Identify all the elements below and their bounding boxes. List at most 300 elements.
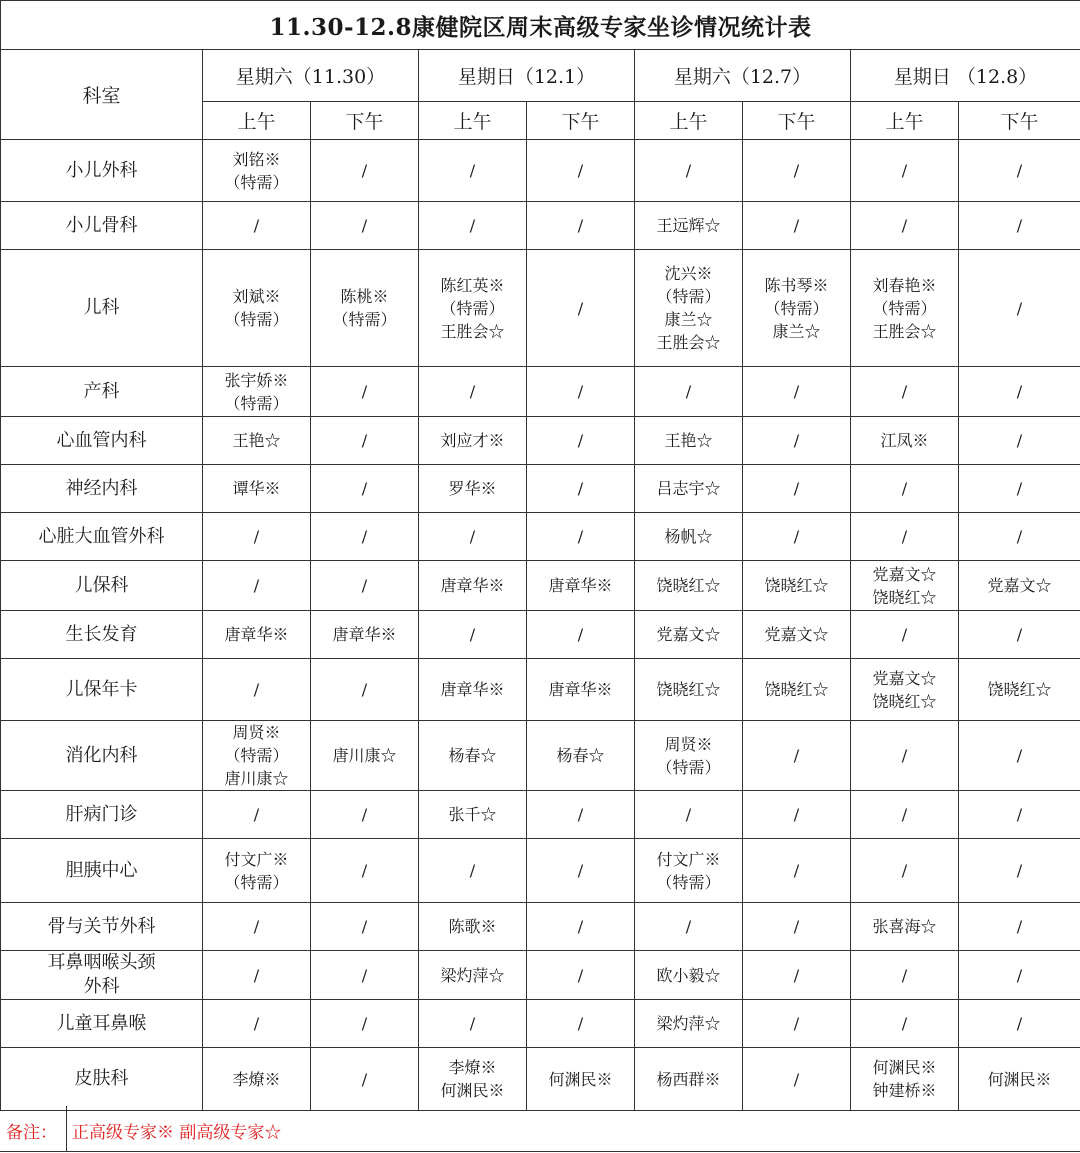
note-divider xyxy=(66,1106,67,1152)
schedule-cell xyxy=(527,721,635,791)
table-row xyxy=(1,951,1080,1000)
doctor-entry: 钟建桥※ xyxy=(872,1081,937,1100)
am-header: 上午 xyxy=(635,102,743,140)
schedule-cell xyxy=(635,250,743,367)
doctor-entry: 周贤※ xyxy=(664,734,713,754)
doctor-entry: 付文广※ xyxy=(656,849,721,869)
doctor-entry: 何渊民※ xyxy=(548,1069,613,1089)
table-row xyxy=(1,513,1080,561)
doctor-entry: 王远辉☆ xyxy=(656,216,721,235)
doctor-entry: （特需） xyxy=(656,287,721,306)
dept-name xyxy=(1,659,203,721)
no-clinic-mark: / xyxy=(577,431,584,450)
schedule-cell xyxy=(419,250,527,367)
schedule-cell xyxy=(203,561,311,611)
schedule-cell xyxy=(527,1048,635,1111)
schedule-cell xyxy=(203,250,311,367)
schedule-cell xyxy=(527,202,635,250)
table-row xyxy=(1,250,1080,367)
schedule-cell xyxy=(311,1000,419,1048)
schedule-cell xyxy=(743,659,851,721)
no-clinic-mark: / xyxy=(361,1014,368,1033)
doctor-entry: （特需） xyxy=(656,757,721,777)
pm-header: 下午 xyxy=(527,102,635,140)
doctor-entry: （特需） xyxy=(872,298,937,318)
doctor-entry: 罗华※ xyxy=(448,479,497,498)
schedule-cell xyxy=(959,513,1080,561)
schedule-cell xyxy=(203,839,311,903)
table-row xyxy=(1,367,1080,417)
table-row xyxy=(1,791,1080,839)
schedule-cell xyxy=(959,1048,1080,1111)
doctor-entry: （特需） xyxy=(224,172,289,192)
doctor-entry: （特需） xyxy=(224,746,289,765)
no-clinic-mark: / xyxy=(469,861,476,880)
no-clinic-mark: / xyxy=(1016,965,1023,985)
no-clinic-mark: / xyxy=(1016,298,1023,318)
schedule-cell xyxy=(311,417,419,465)
schedule-cell xyxy=(635,791,743,839)
dept-name xyxy=(1,1000,203,1048)
dept-name-line: 小儿骨科 xyxy=(65,214,138,236)
am-header: 上午 xyxy=(203,102,311,140)
table-row xyxy=(1,839,1080,903)
no-clinic-mark: / xyxy=(361,805,368,824)
schedule-cell xyxy=(743,417,851,465)
schedule-cell xyxy=(743,839,851,903)
schedule-cell xyxy=(203,367,311,417)
doctor-entry: 党嘉文☆ xyxy=(764,625,829,644)
dept-name-line: 耳鼻咽喉头颈 xyxy=(47,952,156,973)
schedule-cell xyxy=(419,561,527,611)
am-header: 上午 xyxy=(851,102,959,140)
schedule-cell xyxy=(203,202,311,250)
schedule-cell xyxy=(635,561,743,611)
table-row xyxy=(1,140,1080,202)
doctor-entry: 何渊民※ xyxy=(987,1069,1052,1089)
no-clinic-mark: / xyxy=(361,680,368,699)
no-clinic-mark: / xyxy=(793,1014,800,1033)
doctor-entry: （特需） xyxy=(224,393,289,413)
doctor-entry: 陈红英※ xyxy=(440,275,505,295)
no-clinic-mark: / xyxy=(901,625,908,644)
doctor-entry: 党嘉文☆ xyxy=(872,668,937,688)
dept-name xyxy=(1,903,203,951)
no-clinic-mark: / xyxy=(685,917,692,936)
doctor-entry: 饶晓红☆ xyxy=(764,576,829,595)
no-clinic-mark: / xyxy=(1016,479,1023,498)
no-clinic-mark: / xyxy=(577,298,584,318)
no-clinic-mark: / xyxy=(685,161,692,180)
schedule-cell xyxy=(635,1048,743,1111)
schedule-cell xyxy=(527,791,635,839)
dept-name-line: 产科 xyxy=(83,380,120,402)
schedule-cell xyxy=(527,250,635,367)
no-clinic-mark: / xyxy=(361,861,368,880)
schedule-cell xyxy=(311,951,419,1000)
pm-header: 下午 xyxy=(311,102,419,140)
doctor-entry: 吕志宇☆ xyxy=(656,479,721,498)
pm-header: 下午 xyxy=(743,102,851,140)
no-clinic-mark: / xyxy=(901,479,908,498)
doctor-entry: （特需） xyxy=(224,872,289,892)
schedule-cell xyxy=(203,513,311,561)
schedule-cell xyxy=(419,791,527,839)
no-clinic-mark: / xyxy=(1016,161,1023,180)
schedule-cell xyxy=(959,140,1080,202)
schedule-cell xyxy=(311,561,419,611)
schedule-cell xyxy=(419,611,527,659)
schedule-cell xyxy=(311,791,419,839)
schedule-cell xyxy=(635,367,743,417)
schedule-cell xyxy=(959,202,1080,250)
dept-name-line: 心脏大血管外科 xyxy=(38,525,165,547)
no-clinic-mark: / xyxy=(469,216,476,235)
dept-name-line: 心血管内科 xyxy=(56,429,147,451)
schedule-cell xyxy=(851,839,959,903)
schedule-cell xyxy=(527,1000,635,1048)
schedule-cell xyxy=(851,721,959,791)
schedule-cell xyxy=(959,903,1080,951)
schedule-cell xyxy=(851,1048,959,1111)
doctor-entry: 王胜会☆ xyxy=(872,321,937,341)
doctor-entry: 谭华※ xyxy=(232,479,281,498)
doctor-entry: 饶晓红☆ xyxy=(872,691,937,711)
doctor-entry: 何渊民※ xyxy=(440,1081,505,1100)
schedule-cell xyxy=(419,903,527,951)
no-clinic-mark: / xyxy=(577,625,584,644)
schedule-cell xyxy=(743,140,851,202)
no-clinic-mark: / xyxy=(253,527,260,546)
dept-name-line: 神经内科 xyxy=(65,477,138,499)
schedule-cell xyxy=(419,721,527,791)
table-row xyxy=(1,659,1080,721)
no-clinic-mark: / xyxy=(901,965,908,985)
no-clinic-mark: / xyxy=(577,1014,584,1033)
doctor-entry: 李燎※ xyxy=(232,1069,281,1089)
schedule-cell xyxy=(959,465,1080,513)
schedule-cell xyxy=(203,611,311,659)
no-clinic-mark: / xyxy=(1016,431,1023,450)
no-clinic-mark: / xyxy=(361,917,368,936)
schedule-cell xyxy=(851,1000,959,1048)
day-header-sun-128: 星期日 （12.8） xyxy=(851,50,1080,102)
doctor-entry: 江凤※ xyxy=(880,431,929,450)
no-clinic-mark: / xyxy=(577,479,584,498)
schedule-cell xyxy=(851,611,959,659)
dept-name-line: 胆胰中心 xyxy=(65,859,138,881)
schedule-cell xyxy=(203,721,311,791)
schedule-cell xyxy=(959,791,1080,839)
schedule-cell xyxy=(311,513,419,561)
no-clinic-mark: / xyxy=(253,965,260,985)
schedule-cell xyxy=(743,611,851,659)
doctor-entry: （特需） xyxy=(656,872,721,892)
dept-name-line: 外科 xyxy=(83,976,120,997)
schedule-cell xyxy=(743,513,851,561)
dept-name xyxy=(1,250,203,367)
table-row xyxy=(1,465,1080,513)
schedule-cell xyxy=(743,791,851,839)
doctor-entry: 刘斌※ xyxy=(232,287,281,306)
schedule-cell xyxy=(419,465,527,513)
schedule-cell xyxy=(635,721,743,791)
doctor-entry: 刘铭※ xyxy=(232,149,281,169)
no-clinic-mark: / xyxy=(901,216,908,235)
no-clinic-mark: / xyxy=(793,382,800,401)
schedule-cell xyxy=(959,721,1080,791)
schedule-cell xyxy=(527,513,635,561)
no-clinic-mark: / xyxy=(361,576,368,595)
schedule-cell xyxy=(635,1000,743,1048)
doctor-entry: 陈桃※ xyxy=(340,287,389,306)
no-clinic-mark: / xyxy=(793,216,800,235)
dept-name xyxy=(1,721,203,791)
schedule-cell xyxy=(851,417,959,465)
schedule-cell xyxy=(419,659,527,721)
dept-name-line: 生长发育 xyxy=(65,623,138,645)
schedule-cell xyxy=(851,513,959,561)
no-clinic-mark: / xyxy=(469,527,476,546)
schedule-cell xyxy=(203,903,311,951)
schedule-cell xyxy=(959,367,1080,417)
no-clinic-mark: / xyxy=(793,1069,800,1089)
no-clinic-mark: / xyxy=(577,382,584,401)
dept-name-line: 儿保年卡 xyxy=(65,678,138,700)
schedule-cell xyxy=(419,367,527,417)
pm-header: 下午 xyxy=(959,102,1080,140)
page-title: 11.30-12.8康健院区周末高级专家坐诊情况统计表 xyxy=(1,1,1080,50)
dept-name xyxy=(1,202,203,250)
doctor-entry: （特需） xyxy=(332,310,397,329)
no-clinic-mark: / xyxy=(901,805,908,824)
no-clinic-mark: / xyxy=(577,161,584,180)
doctor-entry: 唐章华※ xyxy=(548,576,613,595)
schedule-cell xyxy=(743,1048,851,1111)
doctor-entry: 何渊民※ xyxy=(872,1058,937,1077)
schedule-cell xyxy=(203,140,311,202)
dept-name xyxy=(1,839,203,903)
schedule-cell xyxy=(203,659,311,721)
doctor-entry: 唐章华※ xyxy=(548,680,613,699)
doctor-entry: 陈书琴※ xyxy=(764,275,829,295)
dept-name xyxy=(1,791,203,839)
schedule-cell xyxy=(743,250,851,367)
no-clinic-mark: / xyxy=(901,527,908,546)
dept-name-line: 儿科 xyxy=(83,297,120,318)
doctor-entry: 唐章华※ xyxy=(224,625,289,644)
doctor-entry: 刘应才※ xyxy=(440,431,505,450)
schedule-cell xyxy=(419,839,527,903)
doctor-entry: 刘春艳※ xyxy=(872,275,937,295)
schedule-cell xyxy=(635,140,743,202)
no-clinic-mark: / xyxy=(253,805,260,824)
no-clinic-mark: / xyxy=(361,216,368,235)
no-clinic-mark: / xyxy=(577,861,584,880)
schedule-cell xyxy=(311,903,419,951)
dept-name xyxy=(1,611,203,659)
table-row xyxy=(1,417,1080,465)
schedule-cell xyxy=(311,465,419,513)
note-text: 正高级专家※ 副高级专家☆ xyxy=(72,1123,282,1143)
no-clinic-mark: / xyxy=(793,527,800,546)
no-clinic-mark: / xyxy=(253,680,260,699)
dept-name-line: 儿童耳鼻喉 xyxy=(56,1012,147,1034)
no-clinic-mark: / xyxy=(901,161,908,180)
no-clinic-mark: / xyxy=(469,382,476,401)
schedule-cell xyxy=(419,202,527,250)
schedule-cell xyxy=(959,1000,1080,1048)
schedule-cell xyxy=(959,951,1080,1000)
schedule-cell xyxy=(527,367,635,417)
schedule-cell xyxy=(203,465,311,513)
no-clinic-mark: / xyxy=(1016,527,1023,546)
schedule-cell xyxy=(311,202,419,250)
doctor-entry: 饶晓红☆ xyxy=(764,680,829,699)
doctor-entry: 张喜海☆ xyxy=(872,917,937,936)
doctor-entry: 唐川康☆ xyxy=(224,769,289,788)
schedule-cell xyxy=(419,417,527,465)
schedule-cell xyxy=(419,140,527,202)
no-clinic-mark: / xyxy=(685,382,692,401)
no-clinic-mark: / xyxy=(1016,625,1023,644)
schedule-cell xyxy=(311,250,419,367)
schedule-cell xyxy=(851,791,959,839)
schedule-cell xyxy=(851,561,959,611)
schedule-cell xyxy=(959,250,1080,367)
doctor-entry: 王艳☆ xyxy=(664,431,713,450)
doctor-entry: 饶晓红☆ xyxy=(656,680,721,699)
schedule-cell xyxy=(311,721,419,791)
schedule-cell xyxy=(851,367,959,417)
dept-name xyxy=(1,140,203,202)
no-clinic-mark: / xyxy=(901,1014,908,1033)
doctor-entry: 党嘉文☆ xyxy=(987,576,1052,595)
day-header-sat-1130: 星期六（11.30） xyxy=(203,50,419,102)
no-clinic-mark: / xyxy=(469,161,476,180)
schedule-cell xyxy=(635,839,743,903)
schedule-cell xyxy=(743,202,851,250)
dept-name xyxy=(1,561,203,611)
doctor-entry: 周贤※ xyxy=(232,723,281,742)
schedule-cell xyxy=(743,561,851,611)
dept-name-line: 骨与关节外科 xyxy=(47,915,156,937)
dept-name-line: 儿保科 xyxy=(74,574,129,596)
no-clinic-mark: / xyxy=(1016,382,1023,401)
no-clinic-mark: / xyxy=(361,527,368,546)
day-header-sun-121: 星期日（12.1） xyxy=(419,50,635,102)
schedule-cell xyxy=(203,791,311,839)
schedule-cell xyxy=(959,561,1080,611)
table-row xyxy=(1,1000,1080,1048)
schedule-cell xyxy=(959,611,1080,659)
doctor-entry: 党嘉文☆ xyxy=(872,564,937,584)
no-clinic-mark: / xyxy=(901,382,908,401)
doctor-entry: 梁灼萍☆ xyxy=(656,1014,721,1033)
schedule-cell xyxy=(527,839,635,903)
no-clinic-mark: / xyxy=(901,746,908,765)
schedule-cell xyxy=(851,903,959,951)
no-clinic-mark: / xyxy=(361,479,368,498)
doctor-entry: （特需） xyxy=(764,298,829,318)
no-clinic-mark: / xyxy=(793,965,800,985)
schedule-cell xyxy=(527,140,635,202)
no-clinic-mark: / xyxy=(793,161,800,180)
schedule-cell xyxy=(419,1048,527,1111)
no-clinic-mark: / xyxy=(469,1014,476,1033)
no-clinic-mark: / xyxy=(793,479,800,498)
schedule-cell xyxy=(527,611,635,659)
dept-name xyxy=(1,417,203,465)
schedule-cell xyxy=(851,250,959,367)
schedule-cell xyxy=(851,659,959,721)
note-label: 备注： xyxy=(6,1123,57,1143)
schedule-cell xyxy=(527,903,635,951)
table-row xyxy=(1,561,1080,611)
no-clinic-mark: / xyxy=(1016,805,1023,824)
doctor-entry: 王胜会☆ xyxy=(656,333,721,352)
dept-name-line: 小儿外科 xyxy=(65,159,138,181)
doctor-entry: 康兰☆ xyxy=(664,310,713,329)
schedule-cell xyxy=(527,659,635,721)
doctor-entry: （特需） xyxy=(440,298,505,318)
no-clinic-mark: / xyxy=(1016,216,1023,235)
schedule-cell xyxy=(527,561,635,611)
table-row xyxy=(1,1048,1080,1111)
schedule-cell xyxy=(851,465,959,513)
no-clinic-mark: / xyxy=(361,382,368,401)
no-clinic-mark: / xyxy=(469,625,476,644)
schedule-cell xyxy=(203,1048,311,1111)
no-clinic-mark: / xyxy=(577,216,584,235)
schedule-cell xyxy=(203,417,311,465)
doctor-entry: 欧小毅☆ xyxy=(656,965,721,985)
doctor-entry: 唐章华※ xyxy=(332,625,397,644)
legend-note xyxy=(0,1106,1080,1152)
dept-name-line: 皮肤科 xyxy=(74,1068,129,1089)
dept-name xyxy=(1,513,203,561)
no-clinic-mark: / xyxy=(685,805,692,824)
doctor-entry: 陈歌※ xyxy=(448,917,497,936)
no-clinic-mark: / xyxy=(577,965,584,985)
schedule-cell xyxy=(851,951,959,1000)
doctor-entry: 饶晓红☆ xyxy=(872,587,937,607)
no-clinic-mark: / xyxy=(1016,917,1023,936)
schedule-cell xyxy=(203,951,311,1000)
no-clinic-mark: / xyxy=(577,805,584,824)
schedule-cell xyxy=(635,513,743,561)
am-header: 上午 xyxy=(419,102,527,140)
schedule-cell xyxy=(743,903,851,951)
doctor-entry: 李燎※ xyxy=(448,1058,497,1077)
schedule-cell xyxy=(851,140,959,202)
no-clinic-mark: / xyxy=(793,917,800,936)
doctor-entry: 饶晓红☆ xyxy=(987,680,1052,699)
no-clinic-mark: / xyxy=(253,917,260,936)
doctor-entry: 唐章华※ xyxy=(440,680,505,699)
schedule-cell xyxy=(311,839,419,903)
no-clinic-mark: / xyxy=(253,216,260,235)
doctor-entry: 唐川康☆ xyxy=(332,746,397,765)
schedule-cell xyxy=(311,140,419,202)
schedule-cell xyxy=(743,1000,851,1048)
dept-name xyxy=(1,1048,203,1111)
dept-name-line: 消化内科 xyxy=(65,744,138,766)
doctor-entry: 康兰☆ xyxy=(772,321,821,341)
schedule-cell xyxy=(419,513,527,561)
table-row xyxy=(1,903,1080,951)
schedule-cell xyxy=(635,903,743,951)
